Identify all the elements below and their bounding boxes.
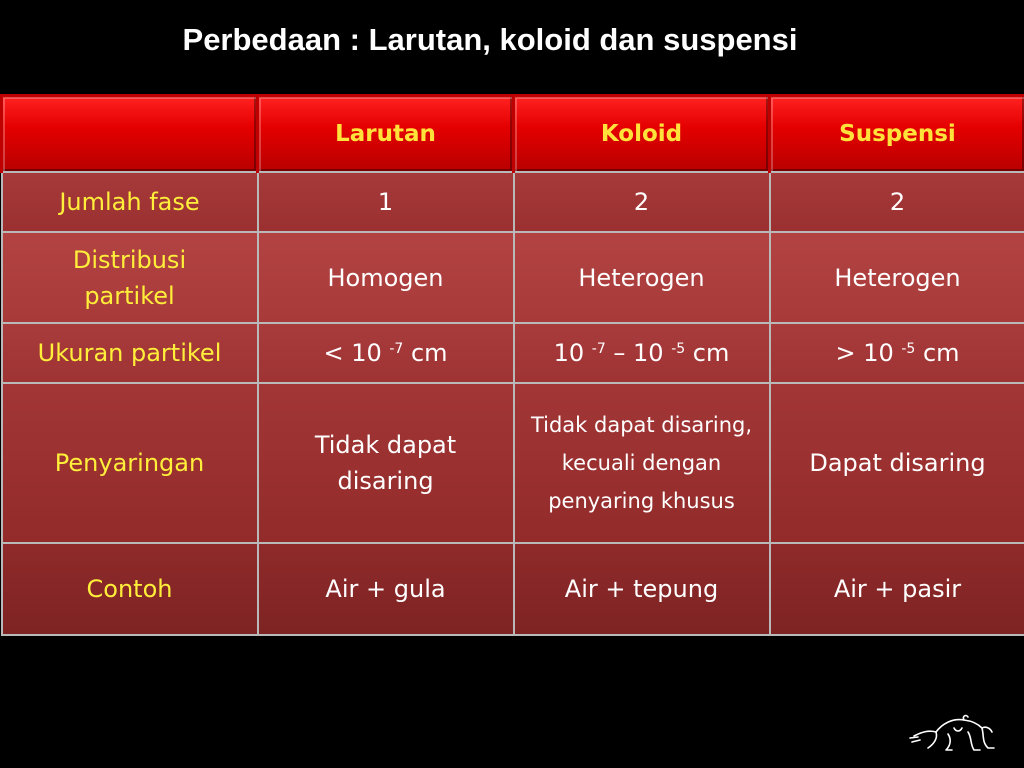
page-title: Perbedaan : Larutan, koloid dan suspensi [182,22,798,57]
header-suspensi: Suspensi [770,96,1024,173]
row-label-jumlah-fase: Jumlah fase [2,172,258,232]
table-cell: 2 [514,172,770,232]
row-label-contoh: Contoh [2,543,258,635]
header-larutan: Larutan [258,96,514,173]
row-label-penyaringan: Penyaringan [2,383,258,543]
table-cell: 2 [770,172,1024,232]
table-row [2,323,1024,383]
cell-text: cm [915,339,960,367]
table-cell: Tidak dapat disaring, kecuali dengan penyaring khusus [514,383,770,543]
cell-text: cm [685,339,730,367]
table-cell: Dapat disaring [770,383,1024,543]
table-cell: Tidak dapat disaring [258,383,514,543]
table-row [2,232,1024,323]
header-empty-cell [2,96,258,173]
table-row [2,543,1024,635]
table-cell: Homogen [258,232,514,323]
table-cell [514,323,770,383]
table-cell: Air + pasir [770,543,1024,635]
cell-text: – 10 [605,339,672,367]
table-cell [258,323,514,383]
row-label-ukuran-partikel: Ukuran partikel [2,323,258,383]
exponent: -7 [389,341,404,357]
row-label-distribusi-partikel: Distribusi partikel [2,232,258,323]
cell-text: 10 [553,339,592,367]
table-cell: Air + tepung [514,543,770,635]
table-header-row [2,96,1024,173]
table-cell: 1 [258,172,514,232]
comparison-table [0,94,1024,636]
table-cell: Heterogen [514,232,770,323]
cell-text: cm [403,339,448,367]
cell-text: > 10 [835,339,902,367]
cell-text: < 10 [323,339,390,367]
table-cell: Heterogen [770,232,1024,323]
exponent: -5 [901,341,916,357]
exponent: -7 [591,341,606,357]
table-cell: Air + gula [258,543,514,635]
exponent: -5 [671,341,686,357]
animal-sketch-icon [908,708,998,756]
table-row [2,383,1024,543]
header-koloid: Koloid [514,96,770,173]
table-cell [770,323,1024,383]
table-row [2,172,1024,232]
